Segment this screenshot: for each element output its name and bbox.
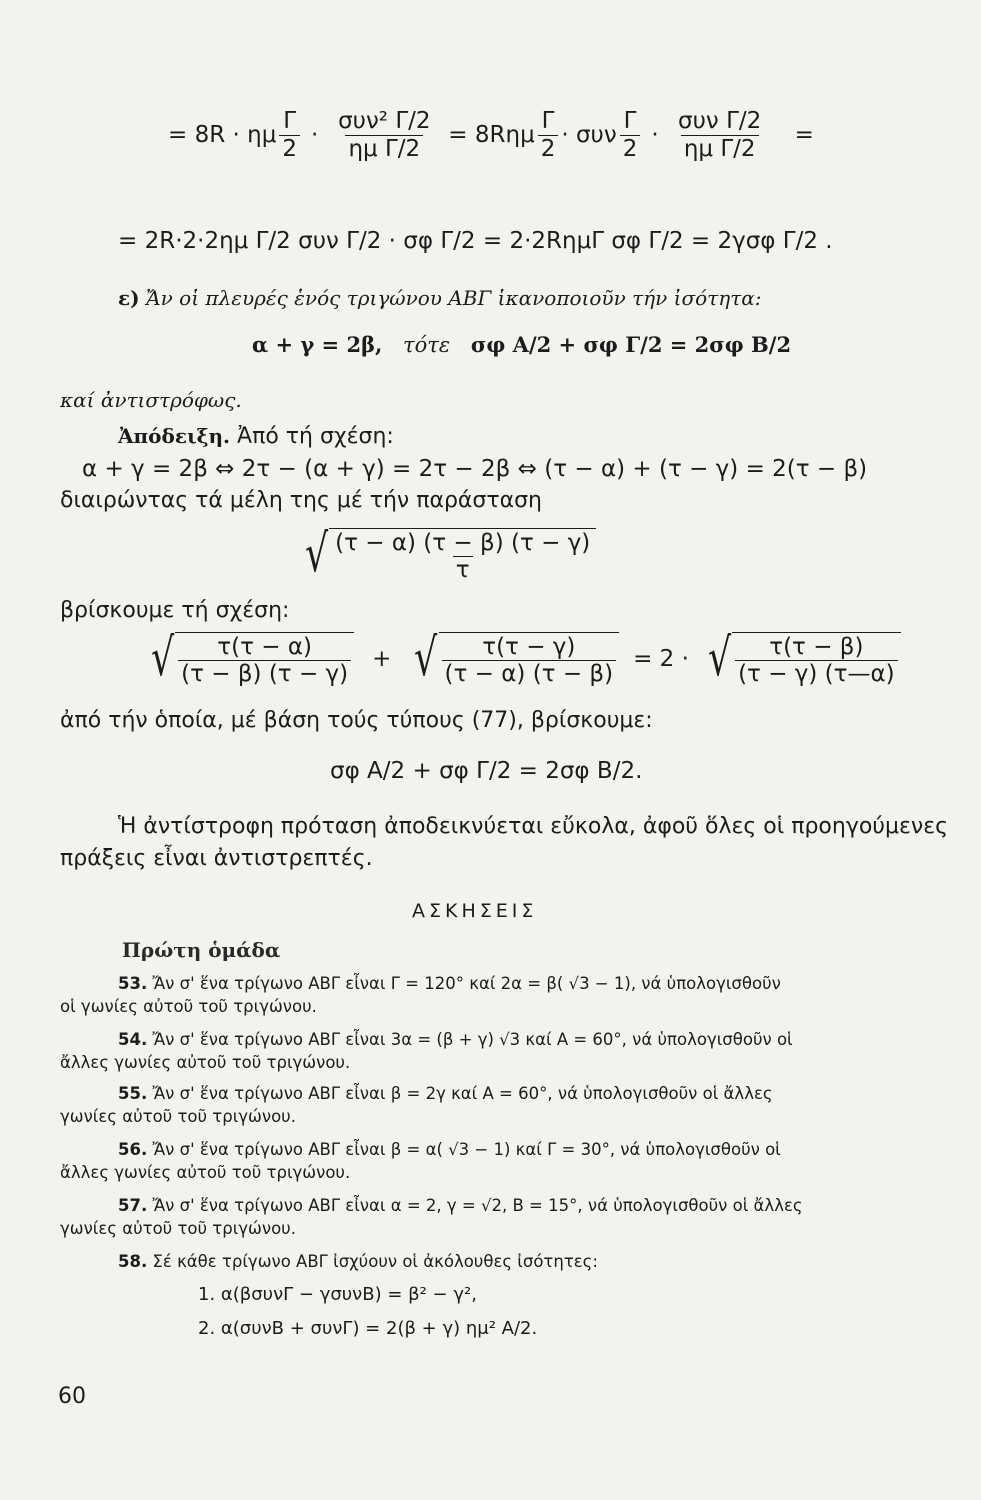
exercise-58-item-1: 1. α(βσυνΓ − γσυνΒ) = β² − γ², [198, 1284, 477, 1305]
exercise-56: 56. Ἄν σ' ἕνα τρίγωνο ΑΒΓ εἶναι β = α( √3 − 1) καί Γ = 30°, νά ὑπολογισθοῦν οἱ ἄλλες γωνίες αὐτοῦ τοῦ τριγώνου. [60, 1140, 781, 1182]
eq1-frac-2: $\frac{\text{συν² Γ/2}}{\text{ημ Γ/2}}$ [338, 108, 431, 162]
proof-intro: Ἀπόδειξη. Ἀπό τή σχέση: [118, 424, 394, 449]
proof-find-text: βρίσκουμε τή σχέση: [60, 598, 290, 623]
exercise-53: 53. Ἄν σ' ἕνα τρίγωνο ΑΒΓ εἶναι Γ = 120° καί 2α = β( √3 − 1), νά ὑπολογισθοῦν οἱ γωνίες αὐτοῦ τοῦ τριγώνου. [60, 974, 781, 1016]
exercise-58-item-2: 2. α(συνΒ + συνΓ) = 2(β + γ) ημ² A/2. [198, 1318, 538, 1339]
converse-line-2: πράξεις εἶναι ἀντιστρεπτές. [60, 846, 373, 871]
equation-line-2: = 2R·2·2ημ Γ/2 συν Γ/2 · σφ Γ/2 = 2·2RημΓ σφ Γ/2 = 2γσφ Γ/2 . [118, 228, 833, 254]
exercises-heading: ΑΣΚΗΣΕΙΣ [412, 900, 538, 922]
eq1-frac-5: $\frac{\text{συν Γ/2}}{\text{ημ Γ/2}}$ [678, 108, 762, 162]
final-formula: σφ A/2 + σφ Γ/2 = 2σφ B/2. [330, 758, 643, 784]
eq1-frac-1: $\frac{\Gamma}{2}$ [279, 109, 300, 160]
radical-relation: √ $\frac{\tau(\tau - \alpha)}{(\tau - \beta) (\tau - \gamma)}$ + √ $\frac{\tau(\tau - \gamma)}{(\tau - \alpha) (\tau - \beta)}$ = 2 · √ $\frac{\tau(\tau - \beta)}{(\tau - \gamma) (\tau—\alpha)}$ [146, 632, 901, 686]
exercise-group-title: Πρώτη ὁμάδα [122, 938, 281, 962]
exercise-55: 55. Ἄν σ' ἕνα τρίγωνο ΑΒΓ εἶναι β = 2γ καί Α = 60°, νά ὑπολογισθοῦν οἱ ἄλλες γωνίες αὐτοῦ τοῦ τριγώνου. [60, 1084, 773, 1126]
eq1-frac-4: $\frac{\Gamma}{2}$ [620, 109, 641, 160]
exercise-54: 54. Ἄν σ' ἕνα τρίγωνο ΑΒΓ εἶναι 3α = (β + γ) √3 καί Α = 60°, νά ὑπολογισθοῦν οἱ ἄλλες γωνίες αὐτοῦ τοῦ τριγώνου. [60, 1030, 793, 1072]
statement-formula: α + γ = 2β, τότε σφ A/2 + σφ Γ/2 = 2σφ B/2 [252, 332, 792, 357]
exercise-58: 58. Σέ κάθε τρίγωνο ΑΒΓ ἰσχύουν οἱ ἀκόλουθες ἰσότητες: [118, 1252, 598, 1271]
proof-from-text: ἀπό τήν ὁποία, μέ βάση τούς τύπους (77), βρίσκουμε: [60, 708, 653, 733]
eq1-lhs: = 8R · ημ [168, 122, 277, 148]
radical-expression: √ $\frac{(\tau - \alpha) (\tau - \beta) (\tau - \gamma)}{\tau}$ [300, 528, 596, 582]
proof-divide-text: διαιρώντας τά μέλη της μέ τήν παράσταση [60, 488, 543, 513]
statement-e: ε) Ἄν οἱ πλευρές ἑνός τριγώνου ΑΒΓ ἱκανοποιοῦν τήν ἰσότητα: [118, 286, 762, 310]
page-number: 60 [58, 1384, 86, 1409]
exercise-57: 57. Ἄν σ' ἕνα τρίγωνο ΑΒΓ εἶναι α = 2, γ = √2, Β = 15°, νά ὑπολογισθοῦν οἱ ἄλλες γωνίες αὐτοῦ τοῦ τριγώνου. [60, 1196, 803, 1238]
eq1-frac-3: $\frac{\Gamma}{2}$ [538, 109, 559, 160]
proof-equation: α + γ = 2β ⇔ 2τ − (α + γ) = 2τ − 2β ⇔ (τ − α) + (τ − γ) = 2(τ − β) [82, 456, 868, 482]
converse-line-1: Ἡ ἀντίστροφη πρόταση ἀποδεικνύεται εὔκολα, ἀφοῦ ὅλες οἱ προηγούμενες [118, 814, 949, 839]
equation-line-1: = 8R · ημ $\frac{\Gamma}{2}$ · $\frac{\text{συν² Γ/2}}{\text{ημ Γ/2}}$ = 8Rημ $\frac{\Gamma}{2}$ · συν $\frac{\Gamma}{2}$ · $\frac{\text{συν Γ/2}}{\text{ημ Γ/2}}$ = [168, 108, 814, 162]
statement-conversely: καί ἀντιστρόφως. [60, 388, 242, 412]
